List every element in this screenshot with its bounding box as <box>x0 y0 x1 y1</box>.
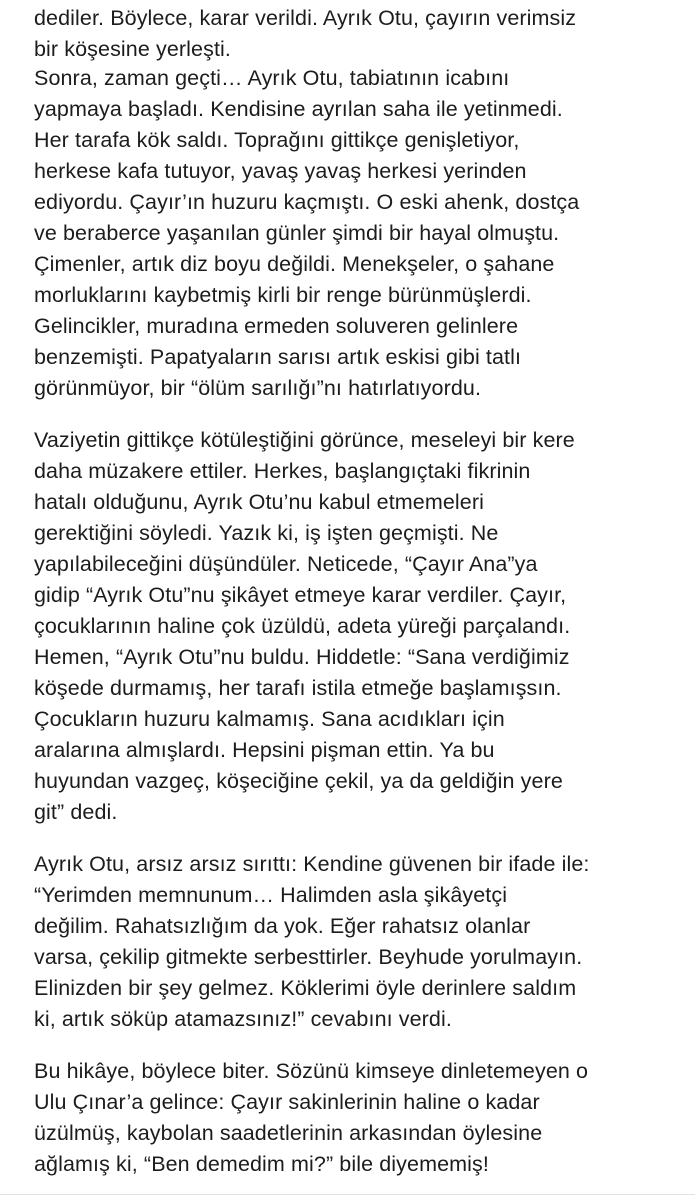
text-line: Sonra, zaman geçti… Ayrık Otu, tabiatının icabını <box>34 66 510 90</box>
text-line: üzülmüş, kaybolan saadetlerinin arkasından öylesine <box>34 1121 543 1145</box>
text-line: Elinizden bir şey gelmez. Köklerimi öyle derinlere saldım <box>34 976 577 1000</box>
text-line: morluklarını kaybetmiş kirli bir renge bürünmüşlerdi. <box>34 283 532 307</box>
text-line: görünmüyor, bir “ölüm sarılığı”nı hatırlatıyordu. <box>34 376 482 400</box>
text-line: dediler. Böylece, karar verildi. Ayrık Otu, çayırın verimsiz <box>34 6 577 30</box>
text-line: Gelincikler, muradına ermeden soluveren gelinlere <box>34 314 519 338</box>
text-line: aralarına almışlardı. Hepsini pişman ettin. Ya bu <box>34 738 495 762</box>
text-line: ve beraberce yaşanılan günler şimdi bir hayal olmuştu. <box>34 221 560 245</box>
text-line: bir köşesine yerleşti. <box>34 37 231 61</box>
text-line: huyundan vazgeç, köşeciğine çekil, ya da geldiğin yere <box>34 769 563 793</box>
text-line: Bu hikâye, böylece biter. Sözünü kimseye dinletemeyen o <box>34 1059 589 1083</box>
text-line: yapılabileceğini düşündüler. Neticede, “Çayır Ana”ya <box>34 552 538 576</box>
text-line: ki, artık söküp atamazsınız!” cevabını verdi. <box>34 1007 452 1031</box>
text-line: ediyordu. Çayır’ın huzuru kaçmıştı. O eski ahenk, dostça <box>34 190 580 214</box>
text-line: Hemen, “Ayrık Otu”nu buldu. Hiddetle: “Sana verdiğimiz <box>34 645 570 669</box>
text-line: herkese kafa tutuyor, yavaş yavaş herkesi yerinden <box>34 159 527 183</box>
text-line: gidip “Ayrık Otu”nu şikâyet etmeye karar verdiler. Çayır, <box>34 583 567 607</box>
text-line: ağlamış ki, “Ben demedim mi?” bile diyememiş! <box>34 1152 489 1176</box>
text-line: gerektiğini söyledi. Yazık ki, iş işten geçmişti. Ne <box>34 521 499 545</box>
text-line: Ayrık Otu, arsız arsız sırıttı: Kendine güvenen bir ifade ile: <box>34 852 590 876</box>
divider <box>0 1194 695 1195</box>
text-line: köşede durmamış, her tarafı istila etmeğe başlamışsın. <box>34 676 562 700</box>
text-line: benzemişti. Papatyaların sarısı artık eskisi gibi tatlı <box>34 345 522 369</box>
text-line: Her tarafa kök saldı. Toprağını gittikçe genişletiyor, <box>34 128 520 152</box>
text-line: Ulu Çınar’a gelince: Çayır sakinlerinin haline o kadar <box>34 1090 540 1114</box>
text-line: hatalı olduğunu, Ayrık Otu’nu kabul etmemeleri <box>34 490 484 514</box>
text-line: çocuklarının haline çok üzüldü, adeta yüreği parçalandı. <box>34 614 571 638</box>
text-line: daha müzakere ettiler. Herkes, başlangıçtaki fikrinin <box>34 459 531 483</box>
text-line: varsa, çekilip gitmekte serbesttirler. Beyhude yorulmayın. <box>34 945 583 969</box>
text-line: Vaziyetin gittikçe kötüleştiğini görünce, meseleyi bir kere <box>34 428 575 452</box>
text-line: Çocukların huzuru kalmamış. Sana acıdıkları için <box>34 707 505 731</box>
text-line: değilim. Rahatsızlığım da yok. Eğer rahatsız olanlar <box>34 914 531 938</box>
text-line: yapmaya başladı. Kendisine ayrılan saha ile yetinmedi. <box>34 97 563 121</box>
text-line: Çimenler, artık diz boyu değildi. Menekşeler, o şahane <box>34 252 555 276</box>
text-line: git” dedi. <box>34 800 118 824</box>
text-line: “Yerimden memnunum… Halimden asla şikâyetçi <box>34 883 508 907</box>
